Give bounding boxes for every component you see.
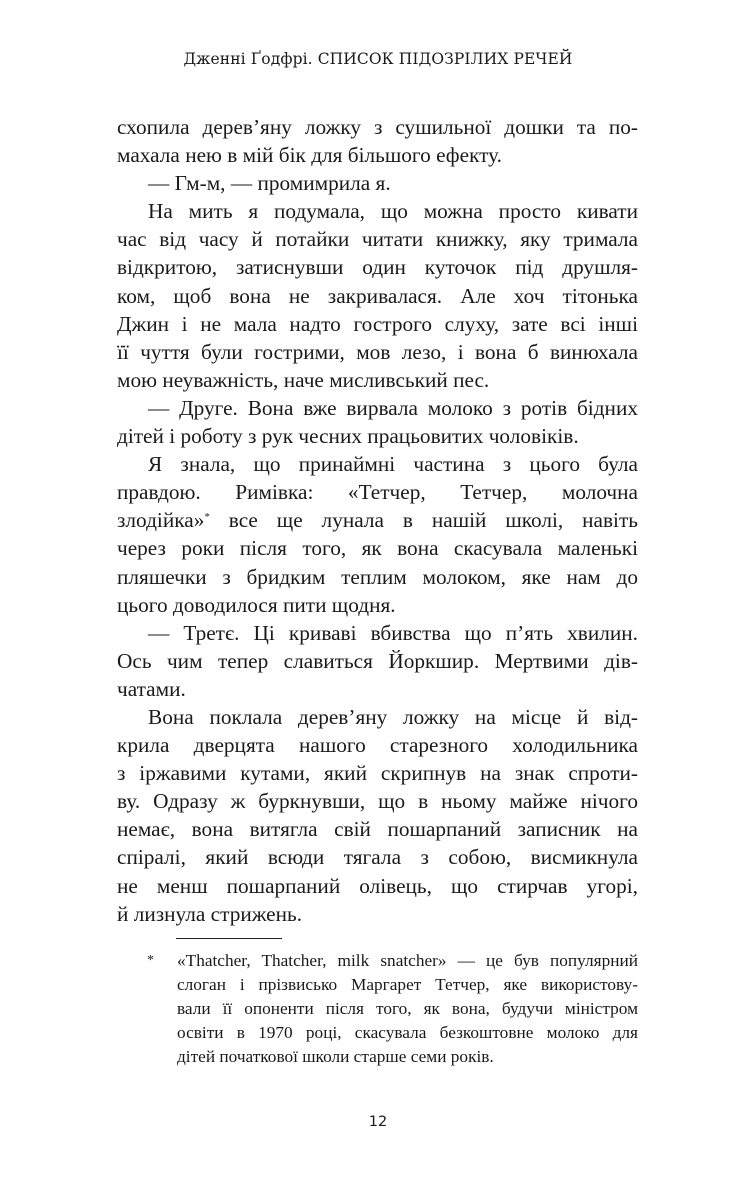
text-line: відкритою, затиснувши один куточок під друшля-: [117, 255, 638, 280]
text-line: її чуття були гострими, мов лезо, і вона б винюхала: [117, 339, 638, 364]
text-line: крила дверцята нашого старезного холодильника: [117, 733, 638, 758]
footnote-marker: *: [147, 953, 154, 968]
text-line: — Друге. Вона вже вирвала молоко з ротів бідних: [148, 395, 638, 420]
footnote-reference: *: [204, 511, 210, 524]
text-line: цього доводилося пити щодня.: [117, 592, 396, 617]
footnote-line: вали її опоненти після того, як вона, будучи міністром: [177, 999, 638, 1018]
text-line: Джин і не мала надто гострого слуху, зате всі інші: [117, 311, 638, 336]
text-line: з іржавими кутами, який скрипнув на знак спроти-: [117, 761, 638, 786]
text-line: пляшечки з бридким теплим молоком, яке нам до: [117, 564, 638, 589]
text-line: й лизнула стрижень.: [117, 901, 303, 926]
footnote-line: «Thatcher, Thatcher, milk snatcher» — це був популярний: [177, 951, 638, 970]
text-line: ву. Одразу ж буркнувши, що в ньому майже нічого: [117, 789, 638, 814]
text-line: немає, вона витягла свій пошарпаний записник на: [117, 817, 638, 842]
text-line: — Третє. Ці криваві вбивства що п’ять хвилин.: [148, 620, 638, 645]
text-line: ком, щоб вона не закривалася. Але хоч тітонька: [117, 283, 638, 308]
running-header: Дженні Ґодфрі. СПИСОК ПІДОЗРІЛИХ РЕЧЕЙ: [183, 50, 573, 68]
text-line: схопила дерев’яну ложку з сушильної дошки та по-: [117, 115, 638, 139]
text-line: через роки після того, як вона скасувала маленькі: [117, 536, 638, 561]
text-line: На мить я подумала, що можна просто кивати: [148, 199, 638, 224]
text-line: махала нею в мій бік для більшого ефекту.: [117, 143, 502, 168]
text-line: правдою. Римівка: «Тетчер, Тетчер, молочна: [117, 480, 638, 505]
footnote-line: освіти в 1970 році, скасувала безкоштовне молоко для: [177, 1023, 638, 1042]
text-line: — Гм-м, — промимрила я.: [148, 171, 391, 196]
text-line: не менш пошарпаний олівець, що стирчав угорі,: [117, 873, 638, 898]
text-line: час від часу й потайки читати книжку, яку тримала: [117, 227, 638, 252]
text-line: дітей і роботу з рук чесних працьовитих чоловіків.: [117, 424, 579, 449]
text-line: мою неуважність, наче мисливський пес.: [117, 367, 490, 392]
footnote-line: слоган і прізвисько Маргарет Тетчер, яке використову-: [177, 975, 638, 994]
footnote-divider: [176, 938, 282, 939]
page-number: 12: [368, 1114, 388, 1130]
text-line: Ось чим тепер славиться Йоркшир. Мертвими дів-: [117, 648, 638, 673]
text-line: чатами.: [117, 676, 186, 701]
text-line-with-footnote-ref: злодійка»* все ще лунала в нашій школі, навіть: [117, 508, 638, 533]
text-line: Вона поклала дерев’яну ложку на місце й від-: [148, 704, 638, 729]
footnote-text: [177, 949, 638, 1069]
text-line: спіралі, який всюди тягала з собою, висмикнула: [117, 845, 638, 870]
body-text: [117, 113, 638, 928]
footnote-line: дітей початкової школи старше семи років.: [177, 1047, 494, 1066]
text-line: Я знала, що принаймні частина з цього була: [148, 452, 638, 477]
